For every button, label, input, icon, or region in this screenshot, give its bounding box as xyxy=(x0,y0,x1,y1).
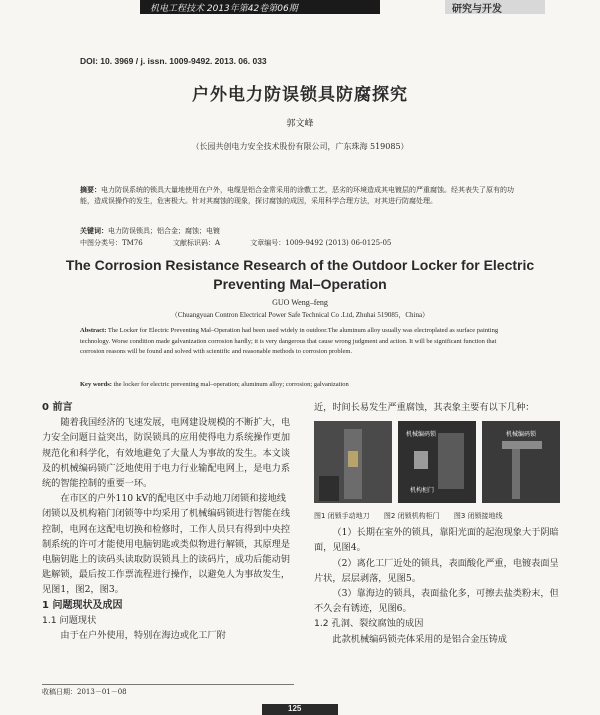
paragraph: 此款机械编码锁壳体采用的是铝合金压铸成 xyxy=(332,633,507,645)
keywords-text: 电力防误锁具；铝合金；腐蚀；电镀 xyxy=(108,227,220,235)
list-item: （3）靠海边的锁具，表面盐化多，可擦去盐类粉末，但不久会有锈迹，见图6。 xyxy=(314,588,559,615)
figure-captions xyxy=(314,511,560,521)
left-column xyxy=(42,400,294,643)
classification-row xyxy=(80,238,419,248)
abstract-english-label: Abstract: xyxy=(80,327,107,334)
journal-issue: 机电工程技术 2013年第42卷第06期 xyxy=(150,4,298,14)
paragraph: 近，时间长易发生严重腐蚀，其表象主要有以下几种： xyxy=(314,402,535,413)
figure-1-photo xyxy=(314,421,392,503)
author-english: GUO Weng–feng xyxy=(272,298,328,307)
keywords-label: 关键词： xyxy=(80,226,108,235)
abstract-label: 摘要： xyxy=(80,185,101,194)
paragraph: 随着我国经济的飞速发展，电网建设规模的不断扩大，电力安全问题日益突出，防误锁具的应用使得电力系统操作更加规范化和科学化，有效地避免了大量人为事故的发生。本文谈及的机械编码锁广泛地使用于电力行业输配电网上，是电力系统的智能控制的重要一环。 xyxy=(42,417,291,490)
section-label: 研究与开发 xyxy=(452,4,502,15)
running-header xyxy=(0,0,600,14)
author-chinese: 郭文峰 xyxy=(286,119,314,129)
title-chinese: 户外电力防误锁具防腐探究 xyxy=(192,85,408,105)
figure-3-label-lock: 机械编码锁 xyxy=(506,431,537,439)
figure-row xyxy=(314,421,560,511)
subsection-heading: 1.2 孔洞、裂纹腐蚀的成因 xyxy=(314,618,424,630)
abstract-chinese xyxy=(80,184,520,207)
abstract-text: 电力防误系统的锁具大量地使用在户外，电缆是铝合金常采用的涂敷工艺，恶劣的环境造成其电镀层的严重腐蚀。经其表失了原有的功能，造成误操作的发生，危害极大。针对其腐蚀的现象，探讨腐蚀的成因，采用科学合理方法，对其进行防腐处理。 xyxy=(80,186,514,205)
figure-1-image xyxy=(314,421,392,503)
subsection-heading: 1.1 问题现状 xyxy=(42,614,97,626)
right-column xyxy=(314,400,560,647)
keywords-english-text: the locker for electric preventing mal–operation; aluminum alloy; corrosion; galvanization xyxy=(113,381,349,388)
abstract-english-text: The Locker for Electric Preventing Mal–Operation had been used widely in outdoor.The aluminum alloy usually was electroplated as surface painting technology. Worse condition made galvanization corrosion hardly; it is very dangerous that cause wrong judgment and action. It will be significant function that corrosion reasons will be found and solved with scientific and reasonable methods to corrosion problem. xyxy=(80,327,499,355)
clc-number: 中图分类号：TM76 xyxy=(80,239,143,247)
keywords-chinese xyxy=(80,226,220,236)
figure-2-photo xyxy=(398,421,476,503)
paragraph: 由于在户外使用，特别在海边或化工厂附 xyxy=(60,630,226,642)
figure-1-caption: 图1 闭锁手动地刀 xyxy=(314,512,370,521)
keywords-english xyxy=(80,381,349,388)
list-item: （2）离化工厂近处的锁具，表面酸化严重，电镀表面呈片状，层层剥落，见图5。 xyxy=(314,557,559,584)
article-number: 文章编号：1009-9492 (2013) 06-0125-05 xyxy=(250,239,392,247)
page-number-band xyxy=(262,704,338,715)
section-heading: 1 问题现状及成因 xyxy=(42,599,123,611)
list-item: （1）长期在室外的锁具，靠阳光面的起泡现象大于阴暗面，见图4。 xyxy=(314,527,559,554)
figure-2-label-door: 机构柜门 xyxy=(410,487,435,495)
keywords-english-label: Key words: xyxy=(80,381,112,388)
figure-3-photo xyxy=(482,421,560,503)
received-date: 收稿日期：2013－01－08 xyxy=(42,684,294,697)
paragraph: 在市区的户外110 kV的配电区中手动地刀闭锁和接地线闭锁以及机构箱门闭锁等中均采用了机械编码锁进行智能在线控制，电网在这配电切换和检修时，工作人员只有得到中央控制系统的许可才能使用电脑钥匙或类似物进行解锁，其原理是电脑钥匙上的读码头读取防误锁具上的读码片，成功后能动钥匙解锁，最后按工作票流程进行操作，以避免人为事故发生，见图1，图2，图3。 xyxy=(42,493,291,596)
document-code: 文献标识码：A xyxy=(172,239,221,247)
section-heading: 0 前言 xyxy=(42,402,73,413)
title-english: The Corrosion Resistance Research of the Outdoor Locker for Electric Preventing Mal–Operation xyxy=(65,257,535,292)
figure-2-label-lock: 机械编码锁 xyxy=(406,431,437,439)
figure-3-caption: 图3 闭锁接地线 xyxy=(453,512,503,521)
doi: DOI: 10. 3969 / j. issn. 1009-9492. 2013. 06. 033 xyxy=(80,56,267,66)
affiliation-chinese: （长园共创电力安全技术股份有限公司，广东珠海 519085） xyxy=(191,142,409,151)
abstract-english xyxy=(80,326,520,358)
page-number: 125 xyxy=(288,704,302,713)
figure-2-caption: 图2 闭锁机构柜门 xyxy=(383,512,440,521)
affiliation-english: （Chuangyuan Contron Electrical Power Safe Technical Co .Ltd, Zhuhai 519085，China） xyxy=(170,311,430,319)
